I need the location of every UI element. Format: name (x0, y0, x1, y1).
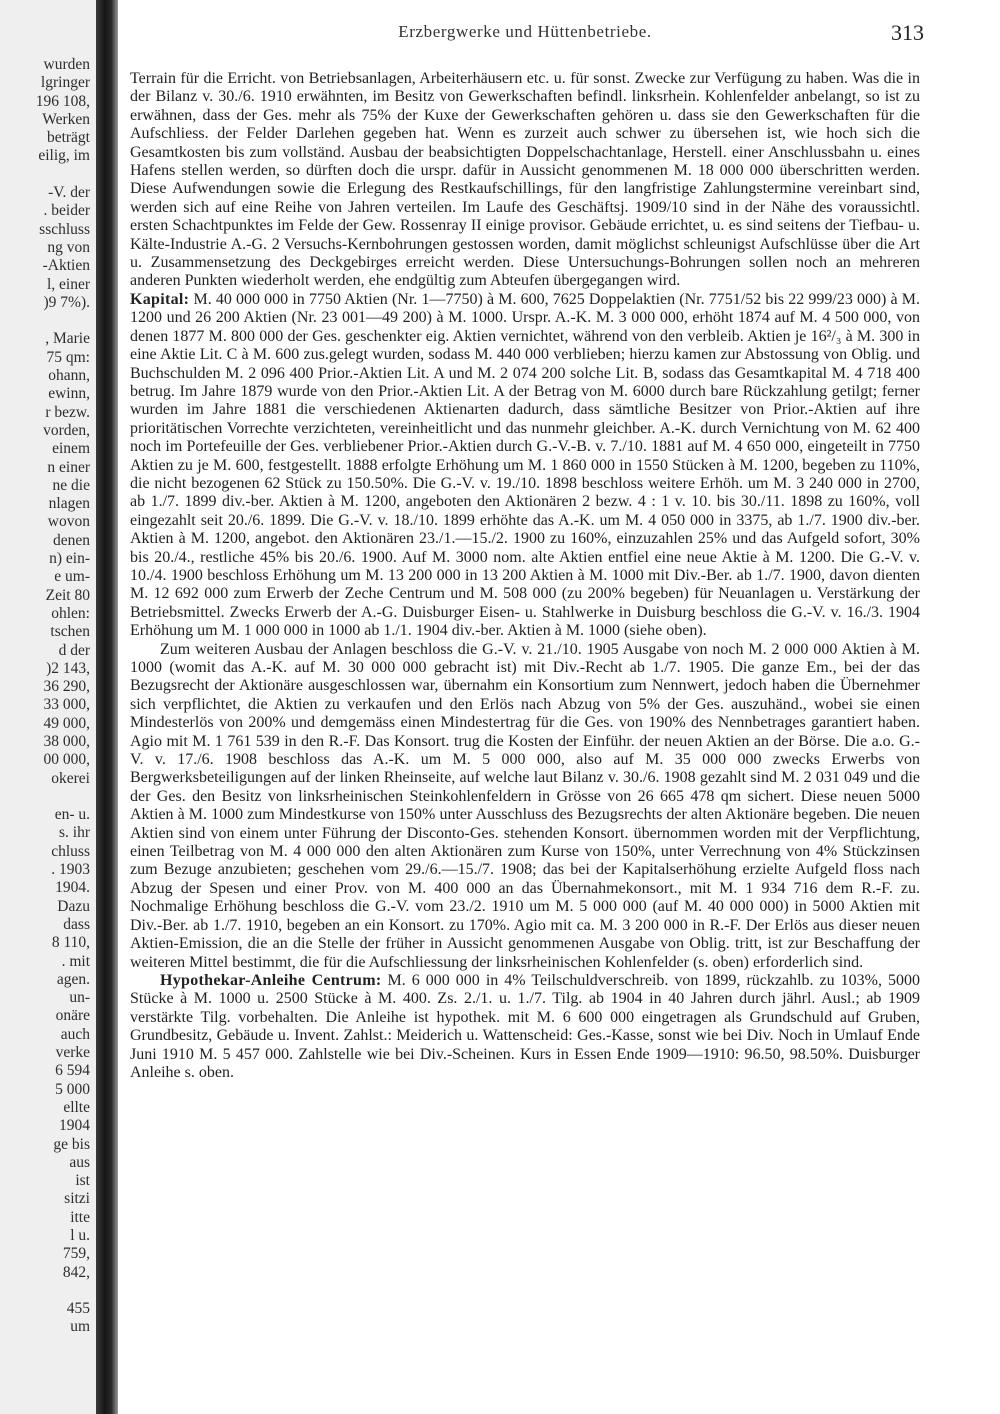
adjacent-page-line: )2 143, (46, 659, 90, 677)
adjacent-page-line: ewinn, (48, 385, 90, 403)
adjacent-page-line: -Aktien (42, 257, 90, 275)
adjacent-page-line: sschluss (39, 220, 90, 238)
adjacent-page-line: 8 110, (51, 934, 90, 952)
adjacent-page-line: vorden, (43, 421, 90, 439)
adjacent-page-line: Zeit 80 (45, 586, 90, 604)
adjacent-page-line: 1904 (59, 1117, 90, 1135)
adjacent-page-line: un- (69, 989, 90, 1007)
adjacent-page-line: 5 000 (55, 1080, 90, 1098)
adjacent-page-line: 842, (62, 1263, 90, 1281)
adjacent-page-line: denen (52, 531, 90, 549)
adjacent-page-line: r bezw. (45, 403, 90, 421)
paragraph-kapital (130, 291, 920, 641)
adjacent-page-line: eilig, im (38, 147, 90, 165)
adjacent-page-line: ellte (63, 1098, 90, 1116)
adjacent-page-line (0, 788, 90, 806)
adjacent-page-line: onäre (55, 1007, 90, 1025)
section-heading-kapital: Kapital: (130, 290, 190, 308)
adjacent-page-line: 75 qm: (46, 348, 90, 366)
adjacent-page-line: -V. der (48, 184, 90, 202)
adjacent-page-line: chluss (51, 842, 90, 860)
paragraph-text: M. 6 000 000 in 4% Teilschuldverschreib. von 1899, rückzahlb. zu 103%, 5000 Stücke à M. 1000 u. 2500 Stücke à M. 400. Zs. 2./1. u. 1./7. Tilg. ab 1904 in 40 Jahren durch jährl. Ausl.; ab 1909 verstärkte Tilg. vorbehalten. Die Anleihe ist hypothek. mit M. 6 600 000 eingetragen als Grundschuld auf Gruben, Grundbesitz, Gebäude u. Invent. Zahlst.: Meiderich u. Wattenscheid: Ges.-Kasse, sonst wie bei Div. Noch in Umlauf Ende Juni 1910 M. 5 457 000. Zahlstelle wie bei Div.-Scheinen. Kurs in Essen Ende 1909—1910: 96.50, 98.50%. Duisburger Anleihe s. oben. (130, 971, 920, 1081)
adjacent-page-line: ne die (52, 476, 90, 494)
paragraph-text: Terrain für die Erricht. von Betriebsanlagen, Arbeiterhäusern etc. u. für sonst. Zwecke zur Verfügung zu haben. Was die in der Bilanz v. 30./6. 1910 erwähnten, im Besitz von Gewerkschaften befindl. linksrhein. Kohlenfelder anbelangt, so ist zu erwähnen, dass der Ges. mehr als 75% der Kuxe der Gewerkschaften gehören u. dass sie den Gewerkschaften für die Aufschliess. der Felder Darlehen gegeben hat. Wenn es zurzeit auch schwer zu übersehen ist, wie hoch sich die Gesamtkosten bis zum vollständ. Ausbau der beabsichtigten Doppelschachtanlage, Herstell. einer Anschlussbahn u. eines Hafens stellen werden, so dürften doch die urspr. dafür in Aussicht genommenen M. 18 000 000 überschritten werden. Diese Aufwendungen sowie die Erlegung des Restkaufschillings, für den langfristige Zahlungstermine vereinbart sind, werden sich auf eine Reihe von Jahren verteilen. Im Laufe des Geschäftsj. 1909/10 sind in der Nähe des voraussichtl. ersten Schachtpunktes im Felde der Gew. Rossenray II einige provisor. Gebäude errichtet, u. es sind seitens der Tiefbau- u. Kälte-Industrie A.-G. 2 Versuchs-Kernbohrungen gestossen worden, damit möglichst schleunigst Aufschlüsse über die Art u. Zusammensetzung des Deckgebirges erreicht werden. Diese Untersuchungs-Bohrungen sollen noch an mehreren anderen Punkten wiederholt werden, ehe endgültig zum Abteufen übergegangen wird. (130, 70, 920, 290)
adjacent-page-line (0, 312, 90, 330)
adjacent-page-line: 196 108, (35, 92, 90, 110)
adjacent-page-line: wurden (43, 56, 90, 73)
adjacent-page-line (0, 1282, 90, 1300)
paragraph-text: M. 40 000 000 in 7750 Aktien (Nr. 1—7750) à M. 600, 7625 Doppelaktien (Nr. 7751/52 bis 22 999/23 000) à M. 1200 und 26 200 Aktien (Nr. 23 001—49 200) à M. 1000. Urspr. A.-K. M. 3 000 000, erhöht 1874 auf M. 4 500 000, von denen 1877 M. 800 000 der Ges. geschenkter eig. Aktien vernichtet, während von den verbleib. Aktien je 16²/₃ à M. 300 in eine Aktie Lit. C à M. 600 zus.gelegt wurden, sodass M. 440 000 verblieben; hierzu kamen zur Abstossung von Oblig. und Buchschulden M. 2 096 400 Prior.-Aktien Lit. A und M. 2 074 200 solche Lit. B, sodass das Gesamtkapital M. 4 718 400 betrug. Im Jahre 1879 wurde von den Prior.-Aktien Lit. A der Betrag von M. 6000 durch bare Rückzahlung getilgt; ferner wurden im Jahre 1881 die verschiedenen Aktienarten dadurch, dass sämtliche Besitzer von Prior.-Aktien auf ihre prioritätischen Vorrechte verzichteten, vereinheitlicht und das nunmehr gleichber. A.-K. durch Vernichtung von M. 62 400 noch im Portefeuille der Ges. verbliebener Prior.-Aktien durch G.-V.-B. v. 7./10. 1881 auf M. 4 650 000, eingeteilt in 7750 Aktien zu je M. 600, festgestellt. 1888 erfolgte Erhöhung um M. 1 860 000 in 1550 Stücken à M. 1200, begeben zu 110%, die nicht bezogenen 62 Stück zu 150.50%. Die G.-V. v. 19./10. 1898 beschloss weitere Erhöh. um M. 3 240 000 in 2700, ab 1./7. 1899 div.-ber. Aktien à M. 1200, angeboten den Aktionären 2 bezw. 4 : 1 v. 10. bis 30./11. 1898 zu 160%, voll eingezahlt seit 20./6. 1899. Die G.-V. v. 18./10. 1899 erhöhte das A.-K. um M. 4 050 000 in 3375, ab 1./7. 1900 div.-ber. Aktien à M. 1200, angebot. den Aktionären 23./1.—15./2. 1900 zu 160%, einzuzahlen 25% und das Aufgeld sofort, 30% bis 20./4., restliche 45% bis 20./6. 1900. Auf M. 3000 nom. alte Aktien entfiel eine neue Aktie à M. 1200. Die G.-V. v. 10./4. 1900 beschloss Erhöhung um M. 13 200 000 in 13 200 Aktien à M. 1000 mit Div.-Ber. ab 1./7. 1900, davon dienten M. 12 692 000 zum Erwerb der Zeche Centrum und M. 508 000 (zu 200% begeben) für Neuanlagen u. Verstärkung der Betriebsmittel. Zwecks Erwerb der A.-G. Duisburger Eisen- u. Stahlwerke in Duisburg beschloss die G.-V. v. 16./3. 1904 Erhöhung um M. 1 000 000 in 1000 ab 1./1. 1904 div.-ber. Aktien à M. 1000 (siehe oben). (130, 290, 920, 640)
adjacent-page-line: 455 (66, 1300, 90, 1318)
adjacent-page-line: ohlen: (51, 604, 90, 622)
adjacent-page-line: Werken (42, 110, 90, 128)
adjacent-page-line: 36 290, (43, 678, 90, 696)
adjacent-page-line: auch (60, 1025, 90, 1043)
adjacent-page-line: ng von (47, 238, 90, 256)
adjacent-page-line: tschen (50, 623, 90, 641)
adjacent-page-line: einem (52, 440, 90, 458)
adjacent-page-line: Dazu (57, 897, 90, 915)
paragraph-ausbau (130, 641, 920, 972)
adjacent-page-line: okerei (51, 769, 90, 787)
adjacent-page-line: 1904. (55, 879, 90, 897)
adjacent-page-line: 00 000, (43, 751, 90, 769)
adjacent-page-line: lgringer (40, 74, 90, 92)
adjacent-page-line: n einer (47, 458, 90, 476)
adjacent-page-line: d der (58, 641, 90, 659)
adjacent-page-line (0, 166, 90, 184)
adjacent-page-line: . mit (61, 952, 90, 970)
adjacent-page-text-column (0, 56, 90, 1337)
section-heading-hypothekar-anleihe: Hypothekar-Anleihe Centrum: (160, 971, 382, 989)
adjacent-page-line: nlagen (48, 495, 90, 513)
paragraph-text: Zum weiteren Ausbau der Anlagen beschloss die G.-V. v. 21./10. 1905 Ausgabe von noch M. 2 000 000 Aktien à M. 1000 (womit das A.-K. auf M. 30 000 000 gebracht ist) mit Div.-Recht ab 1./7. 1905. Die ganze Em., bei der das Bezugsrecht der Aktionäre ausgeschlossen war, übernahm ein Konsortium zum Nennwert, jedoch haben die Übernehmer sich verpflichtet, die Aktien zu verkaufen und den Erlös nach Abzug von 5% der Ges. auszuhänd., wobei sie einen Mindesterlös von 200% und demgemäss einen Mindestertrag für die Ges. von 190% des Nennbetrages garantiert haben. Agio mit M. 1 761 539 in den R.-F. Das Konsort. trug die Kosten der Einführ. der neuen Aktien an der Börse. Die a.o. G.-V. v. 17./6. 1908 beschloss das A.-K. um M. 5 000 000, also auf M. 35 000 000 zwecks Erwerbs von Bergwerksbeteiligungen auf der linken Rheinseite, auf welche laut Bilanz v. 30./6. 1908 gezahlt sind M. 2 031 049 und die der Ges. den Besitz von linksrheinischen Steinkohlenfeldern in Grösse von 26 665 478 qm sichert. Diese neuen 5000 Aktien à M. 1000 zum Mindestkurse von 150% unter Ausschluss des Bezugsrechts der alten Aktionäre begeben. Die neuen Aktien sind von einem unter Führung der Disconto-Ges. stehenden Konsort. übernommen worden mit der Verpflichtung, einen Teilbetrag von M. 4 000 000 den alten Aktionären zum Kurse von 150%, unter Verrechnung von 4% Stückzinsen zum Bezuge anzubieten; geschehen vom 29./6.—15./7. 1908; das bei der Kapitalserhöhung erzielte Aufgeld floss nach Abzug der Spesen und einer Prov. von M. 400 000 an das Übernahmekonsort., mit M. 1 934 716 dem R.-F. zu. Nochmalige Erhöhung beschloss die G.-V. vom 23./2. 1910 um M. 5 000 000 (auf M. 40 000 000) in 5000 Aktien mit Div.-Ber. ab 1./7. 1910, begeben an ein Konsort. zu 170%. Agio mit ca. M. 3 200 000 in R.-F. Der Erlös aus dieser neuen Aktien-Emission, die an die Stelle der früher in Aussicht genommenen Ausgabe von Oblig. tritt, ist zur Beschaffung der weiteren Mittel bestimmt, die für die Aufschliessung der linksrheinischen Kohlenfelder (s. oben) erforderlich sind. (130, 640, 920, 971)
adjacent-page-line: . 1903 (51, 861, 90, 879)
adjacent-page-line: 759, (62, 1245, 90, 1263)
adjacent-page-line: l, einer (46, 275, 90, 293)
adjacent-page-line: . beider (43, 202, 90, 220)
adjacent-page-line: s. ihr (59, 824, 90, 842)
adjacent-page-line: beträgt (46, 129, 90, 147)
adjacent-page-line: 49 000, (43, 714, 90, 732)
adjacent-page-line: aus (69, 1153, 90, 1171)
adjacent-page-line: 38 000, (43, 732, 90, 750)
adjacent-page-line: verke (55, 1044, 90, 1062)
adjacent-page-line: l u. (70, 1227, 90, 1244)
book-gutter-shadow (96, 0, 118, 1414)
adjacent-page-line: 6 594 (55, 1062, 90, 1080)
running-header-title: Erzbergwerke und Hüttenbetriebe. (398, 22, 652, 41)
adjacent-page-line: ist (75, 1172, 90, 1190)
adjacent-page-line: n) ein- (49, 550, 90, 568)
adjacent-page-line: e um- (54, 568, 90, 586)
adjacent-page-line: sitzi (64, 1190, 90, 1208)
adjacent-page-line: ge bis (53, 1135, 90, 1153)
adjacent-page-line: )9 7%). (43, 293, 90, 311)
adjacent-page-line: itte (70, 1208, 90, 1226)
adjacent-page-line: en- u. (54, 806, 90, 824)
paragraph-terrain (130, 70, 920, 291)
adjacent-page-line: dass (63, 915, 90, 933)
page-number: 313 (891, 20, 924, 45)
adjacent-page-line: 33 000, (43, 696, 90, 714)
adjacent-page-line: agen. (56, 970, 90, 988)
adjacent-page-line: , Marie (45, 330, 90, 348)
adjacent-page-fragment (0, 0, 96, 1414)
main-text-column (130, 70, 920, 1082)
adjacent-page-line: wovon (47, 513, 90, 531)
adjacent-page-line: um (70, 1318, 90, 1336)
adjacent-page-line: ohann, (48, 367, 90, 385)
paragraph-hypothekar-anleihe (130, 972, 920, 1082)
